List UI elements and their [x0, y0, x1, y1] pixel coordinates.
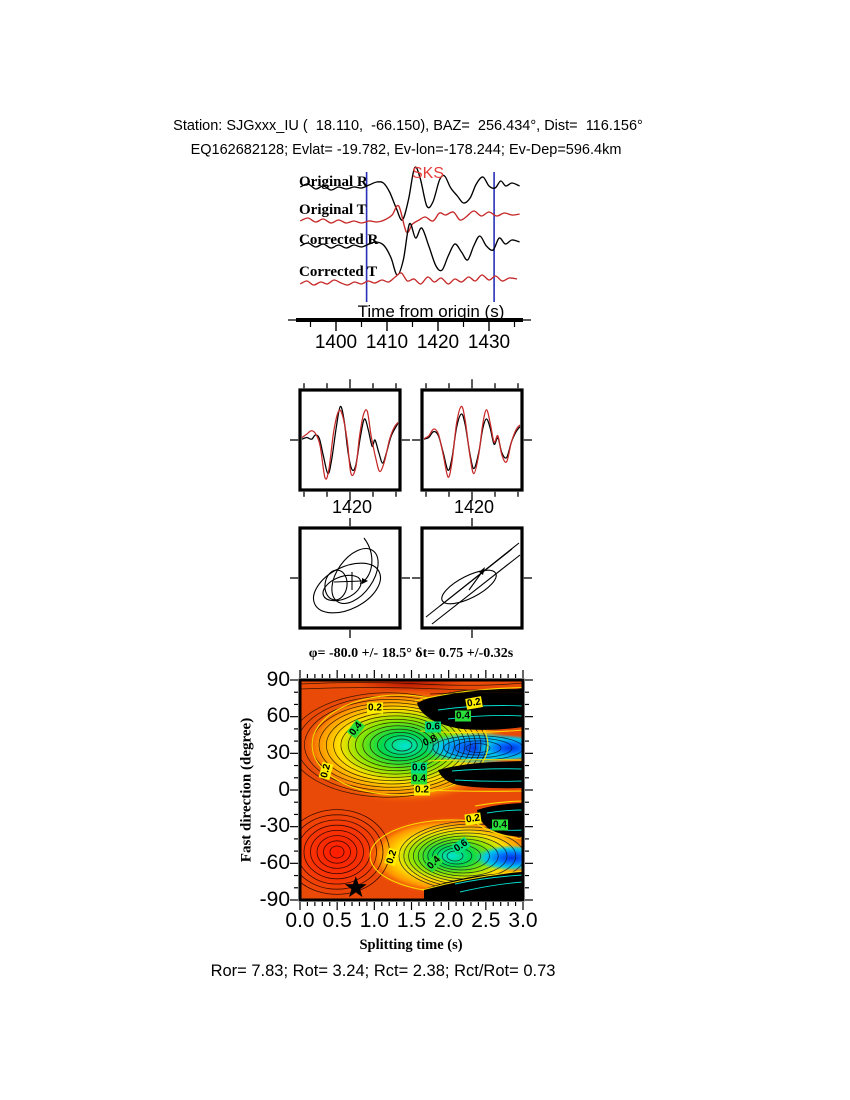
contour-level-label: 0.4 — [493, 819, 507, 831]
contour-x-tick-label: 1.5 — [396, 909, 427, 932]
particle-box-uncorrected — [300, 528, 400, 628]
contour-x-tick-label: 2.5 — [471, 909, 501, 932]
component-boxes — [290, 379, 532, 501]
contour-level-label: 0.4 — [412, 773, 426, 785]
contour-y-tick-label: 0 — [278, 777, 290, 801]
particle-box-corrected — [422, 528, 522, 628]
trace-label-original-t: Original T — [299, 201, 367, 218]
waveform-x-tick-label: 1400 — [314, 332, 358, 353]
contour-x-tick-label: 1.0 — [359, 909, 389, 932]
component-box-uncorrected — [300, 390, 400, 490]
contour-level-label: 0.4 — [425, 854, 443, 872]
header-station-line: Station: SJGxxx_IU ( 18.110, -66.150), BAZ= 256.434°, Dist= 116.156° — [173, 118, 643, 134]
contour-level-label: 0.2 — [368, 702, 382, 714]
component-box-corrected — [422, 390, 522, 490]
particle-motion-linear — [426, 543, 520, 624]
component-trace — [424, 406, 520, 477]
waveform-x-tick-label: 1430 — [467, 332, 511, 353]
component-x-tick-label: 1420 — [453, 497, 495, 517]
component-x-tick-label: 1420 — [331, 497, 373, 517]
waveform-axis-title: Time from origin (s) — [357, 302, 505, 321]
contour-level-label: 0.2 — [465, 812, 481, 826]
contour-level-label: 0.4 — [456, 710, 470, 722]
trace-label-corrected-r: Corrected R — [299, 231, 379, 248]
contour-title: φ= -80.0 +/- 18.5° δt= 0.75 +/-0.32s — [308, 646, 514, 661]
contour-level-label: 0.4 — [347, 720, 365, 738]
contour-level-label: 0.6 — [426, 721, 440, 733]
contour-level-label: 0.8 — [421, 733, 439, 749]
contour-level-label: 0.2 — [318, 762, 334, 780]
contour-y-tick-label: -90 — [259, 887, 290, 911]
contour-level-label: 0.2 — [415, 784, 429, 796]
contour-y-tick-label: -60 — [259, 850, 290, 874]
contour-y-tick-label: 90 — [266, 667, 290, 691]
contour-x-tick-label: 3.0 — [508, 909, 538, 932]
footer-quality-factors: Ror= 7.83; Rot= 3.24; Rct= 2.38; Rct/Rot= 0.73 — [210, 962, 556, 980]
contour-y-tick-label: -30 — [259, 814, 290, 838]
contour-level-label: 0.6 — [452, 837, 470, 855]
component-trace — [302, 410, 398, 479]
contour-level-label: 0.6 — [412, 762, 426, 774]
trace-label-corrected-t: Corrected T — [299, 263, 378, 280]
contour-y-axis-label: Fast direction (degree) — [238, 717, 255, 863]
contour-level-label: 0.2 — [384, 848, 400, 866]
contour-x-tick-label: 0.5 — [322, 909, 352, 932]
contour-x-tick-label: 2.0 — [434, 909, 464, 932]
contour-x-axis-label: Splitting time (s) — [359, 937, 463, 953]
contour-y-tick-label: 30 — [266, 740, 290, 764]
phase-label-sks: SKS — [411, 165, 445, 182]
contour-y-tick-label: 60 — [266, 704, 290, 728]
contour-x-tick-label: 0.0 — [285, 909, 315, 932]
trace-label-original-r: Original R — [299, 173, 368, 190]
waveform-x-tick-label: 1420 — [416, 332, 460, 353]
waveform-x-tick-label: 1410 — [365, 332, 409, 353]
component-box-traces — [290, 379, 532, 501]
particle-motion-boxes — [290, 518, 532, 638]
contour-level-label: 0.2 — [466, 696, 482, 710]
header-event-line: EQ162682128; Evlat= -19.782, Ev-lon=-178.244; Ev-Dep=596.4km — [190, 142, 622, 158]
particle-motion-elliptical — [305, 538, 388, 623]
